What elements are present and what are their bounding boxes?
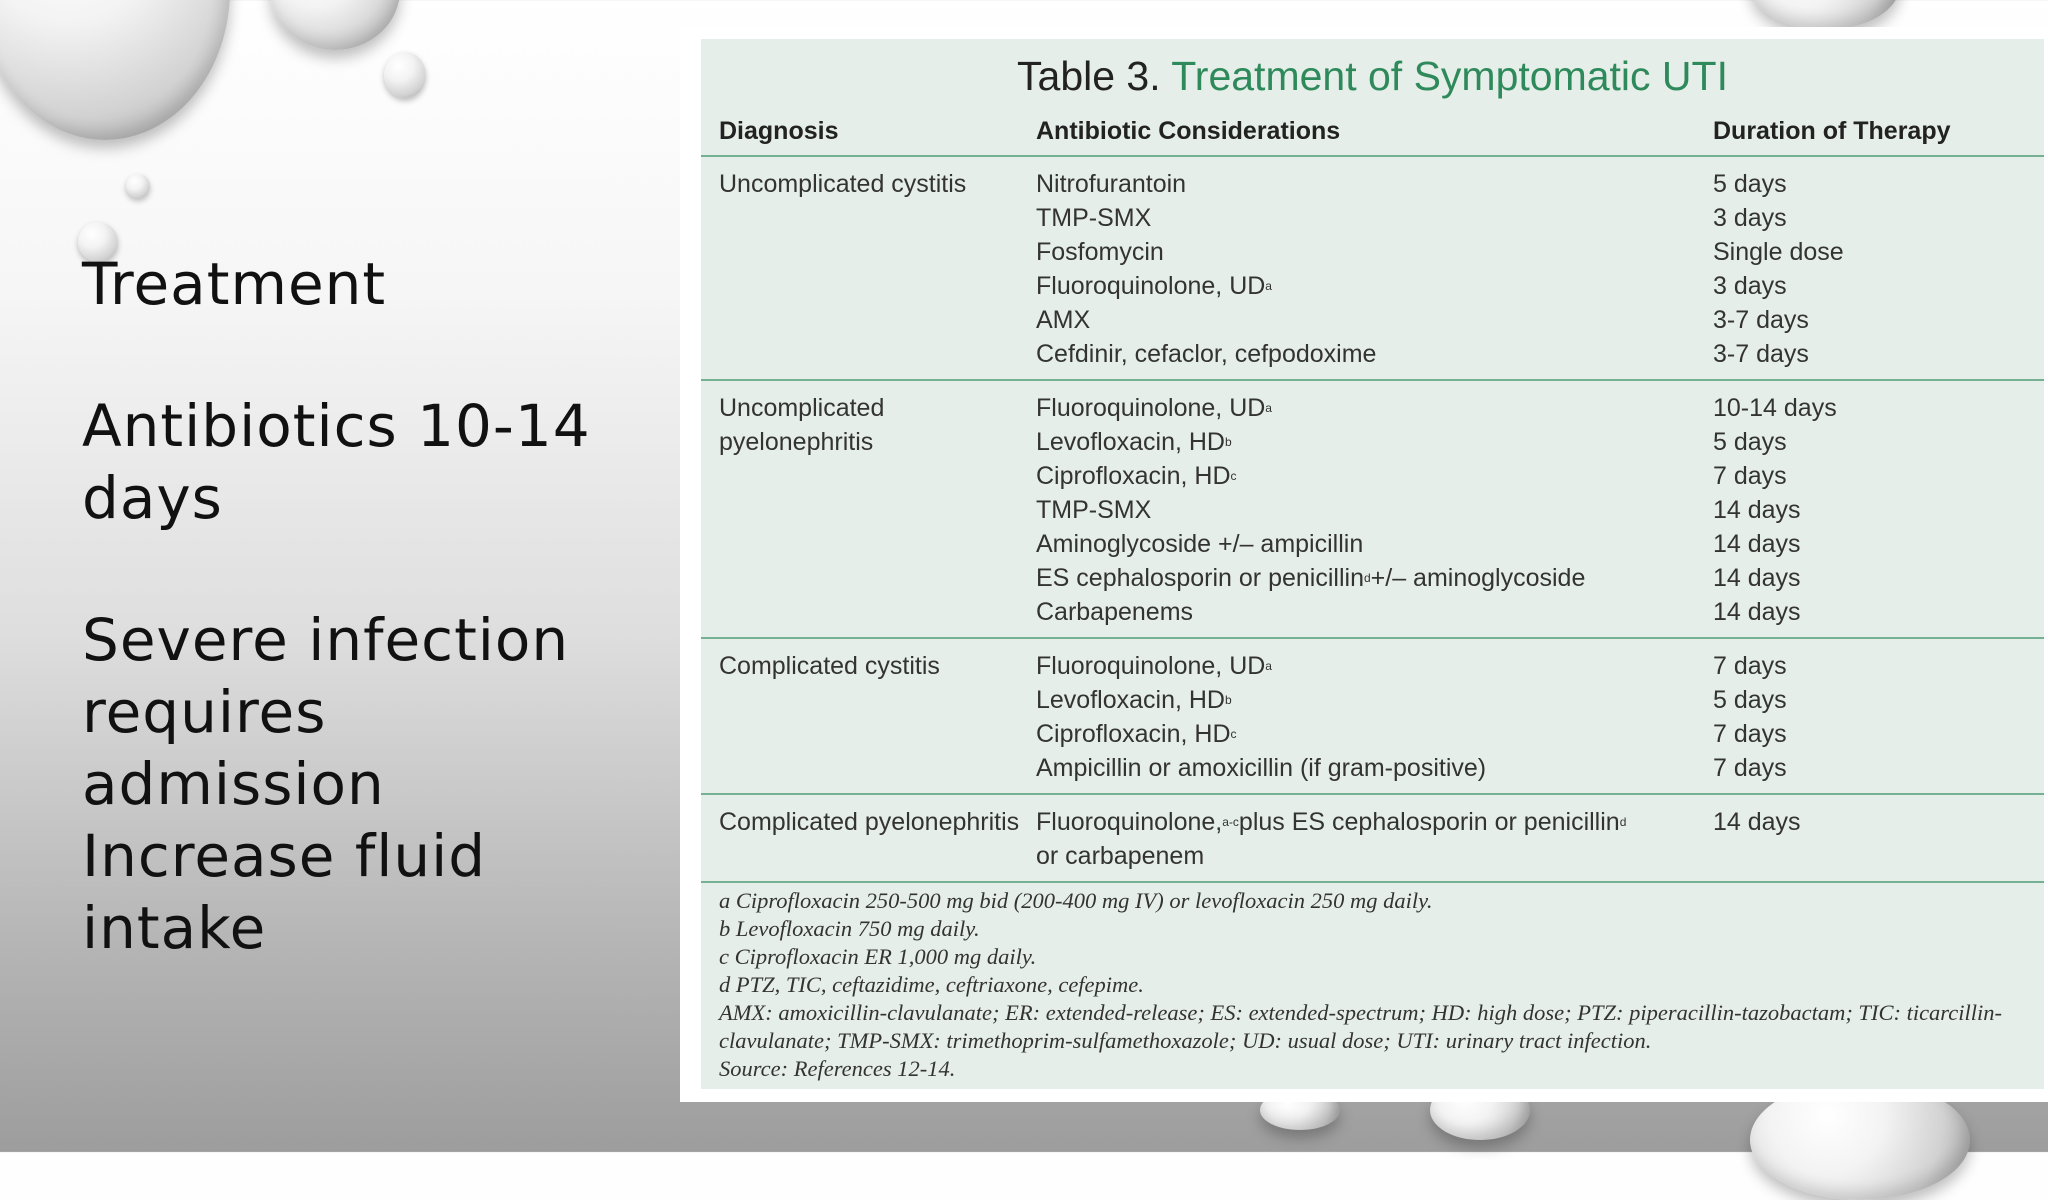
footnote-line: AMX: amoxicillin-clavulanate; ER: extended-release; ES: extended-spectrum; HD: high dose; PTZ: piperacillin-tazobactam; TIC: ticarcillin-clavulanate; TMP-SMX: trimethoprim-sulfamethoxazole; UD: usual dose; UTI: urinary tract infection. (719, 1000, 2002, 1053)
antibiotic-line: TMP-SMX (1036, 496, 1152, 524)
antibiotic-line: Ampicillin or amoxicillin (if gram-positive) (1036, 754, 1487, 782)
table-row-group (701, 639, 2044, 795)
footnote-line: c Ciprofloxacin ER 1,000 mg daily. (719, 944, 1037, 969)
diagnosis-cell: Complicated pyelonephritis (719, 808, 1020, 836)
footnote-marker: d (1619, 815, 1627, 829)
water-drop-decoration (126, 174, 150, 198)
duration-line: 14 days (1713, 564, 1801, 592)
footnote-marker: c (1230, 727, 1237, 741)
antibiotic-line: ES cephalosporin or penicillin d +/– aminoglycoside (1036, 561, 1713, 595)
table-row-group (701, 157, 2044, 381)
table-header-row (701, 107, 2044, 157)
footnote-line: d PTZ, TIC, ceftazidime, ceftriaxone, cefepime. (719, 972, 1144, 997)
antibiotic-line: Ciprofloxacin, HD c (1036, 717, 1713, 751)
duration-line: 10-14 days (1713, 394, 1837, 422)
antibiotic-line: Fluoroquinolone, UD a (1036, 391, 1713, 425)
footnote-marker: a (1265, 659, 1272, 673)
water-drop-decoration (1750, 0, 1900, 30)
antibiotic-cell (1036, 805, 1713, 873)
table-image (680, 27, 2048, 1102)
antibiotic-line: Fluoroquinolone, UD a (1036, 269, 1713, 303)
duration-line: 7 days (1713, 720, 1787, 748)
diagnosis-cell: Uncomplicated cystitis (719, 170, 967, 198)
footnote-marker: b (1224, 435, 1232, 449)
column-header: Diagnosis (719, 116, 839, 145)
duration-cell (1713, 805, 2043, 873)
table-row-group (701, 381, 2044, 639)
antibiotic-line: Levofloxacin, HD b (1036, 425, 1713, 459)
slide-paragraph: Severe infection requires admission Increase fluid intake (82, 606, 570, 962)
duration-line: 7 days (1713, 754, 1787, 782)
duration-line: 5 days (1713, 686, 1787, 714)
footnote-line: a Ciprofloxacin 250-500 mg bid (200-400 mg IV) or levofloxacin 250 mg daily. (719, 888, 1433, 913)
duration-line: 14 days (1713, 808, 1801, 836)
antibiotic-cell (1036, 167, 1713, 371)
antibiotic-line: Fluoroquinolone, UD a (1036, 649, 1713, 683)
duration-line: 14 days (1713, 598, 1801, 626)
antibiotic-line: Levofloxacin, HD b (1036, 683, 1713, 717)
antibiotic-cell (1036, 391, 1713, 629)
water-drop-decoration (0, 0, 230, 140)
duration-line: 3-7 days (1713, 340, 1809, 368)
table-body (701, 157, 2044, 883)
duration-line: 3 days (1713, 272, 1787, 300)
slide-heading: Treatment (82, 250, 387, 318)
footnote-marker: c (1230, 469, 1237, 483)
duration-line: 7 days (1713, 462, 1787, 490)
duration-cell (1713, 391, 2043, 629)
antibiotic-line: Fluoroquinolone, a-c plus ES cephalosporin or penicillin d (1036, 805, 1713, 839)
column-header: Antibiotic Considerations (1036, 116, 1341, 145)
duration-cell (1713, 649, 2043, 785)
antibiotic-cell (1036, 649, 1713, 785)
treatment-table (701, 39, 2044, 1089)
duration-line: 7 days (1713, 652, 1787, 680)
antibiotic-line: Nitrofurantoin (1036, 170, 1187, 198)
table-title-accent: Treatment of Symptomatic UTI (1171, 53, 1728, 99)
antibiotic-line: Carbapenems (1036, 598, 1194, 626)
water-drop-decoration (384, 52, 426, 98)
duration-line: 5 days (1713, 170, 1787, 198)
water-drop-decoration (270, 0, 400, 50)
diagnosis-cell: Uncomplicated pyelonephritis (719, 394, 885, 456)
table-footnotes (701, 883, 2044, 1083)
antibiotic-line: Aminoglycoside +/– ampicillin (1036, 530, 1364, 558)
duration-line: 14 days (1713, 496, 1801, 524)
antibiotic-line: Cefdinir, cefaclor, cefpodoxime (1036, 340, 1377, 368)
duration-line: 5 days (1713, 428, 1787, 456)
duration-line (1713, 839, 2043, 873)
antibiotic-line: or carbapenem (1036, 842, 1205, 870)
antibiotic-line: TMP-SMX (1036, 204, 1152, 232)
duration-line: Single dose (1713, 238, 1844, 266)
footnote-marker: a (1265, 401, 1272, 415)
slide-body-text (82, 248, 602, 1034)
footnote-marker: b (1224, 693, 1232, 707)
duration-cell (1713, 167, 2043, 371)
column-header: Duration of Therapy (1713, 116, 1951, 145)
duration-line: 3 days (1713, 204, 1787, 232)
footnote-line: Source: References 12-14. (719, 1056, 956, 1081)
footnote-line: b Levofloxacin 750 mg daily. (719, 916, 980, 941)
table-title (701, 39, 2044, 107)
duration-line: 14 days (1713, 530, 1801, 558)
footnote-marker: a (1265, 279, 1272, 293)
duration-line: 3-7 days (1713, 306, 1809, 334)
footnote-marker: a-c (1222, 815, 1239, 829)
antibiotic-line: AMX (1036, 306, 1091, 334)
table-title-prefix: Table 3. (1017, 53, 1161, 99)
slide-paragraph: Antibiotics 10-14 days (82, 392, 591, 532)
diagnosis-cell: Complicated cystitis (719, 652, 940, 680)
antibiotic-line: Ciprofloxacin, HD c (1036, 459, 1713, 493)
antibiotic-line: Fosfomycin (1036, 238, 1164, 266)
footnote-marker: d (1363, 571, 1371, 585)
table-row-group (701, 795, 2044, 883)
